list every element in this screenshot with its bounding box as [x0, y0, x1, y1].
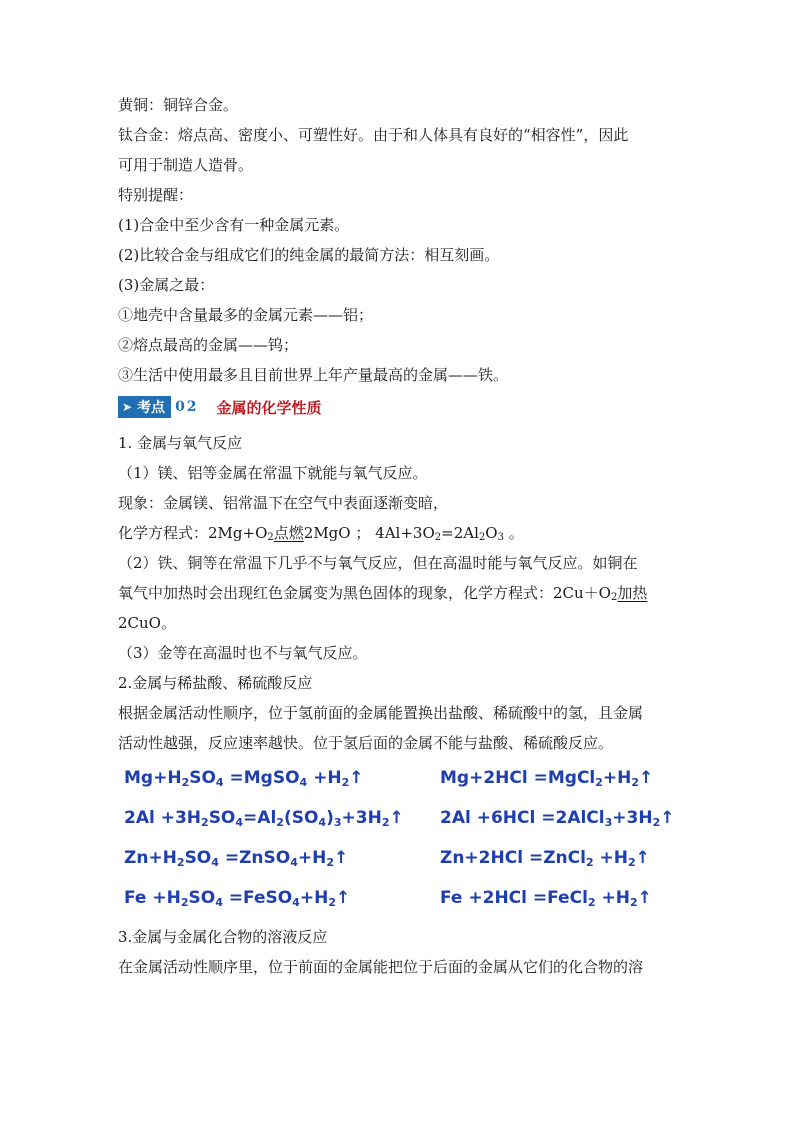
eq-part: Zn+H [124, 848, 177, 868]
reaction-row [118, 758, 680, 798]
eq-part: 2Mg+O [208, 524, 268, 542]
eq-sub: 2 [631, 776, 640, 789]
eq-part: (SO [283, 808, 319, 828]
text-line: 黄铜：铜锌合金。 [118, 96, 239, 114]
eq-part: 2Al +6HCl =2AlCl [440, 808, 605, 828]
eq-part: SO [208, 808, 236, 828]
eq-sub: 2 [326, 856, 335, 869]
text-line: (2)比较合金与组成它们的纯金属的最简方法：相互刻画。 [118, 246, 500, 264]
eq-part: ↑ [637, 888, 652, 908]
eq-part: 氧气中加热时会出现红色金属变为黑色固体的现象，化学方程式：2Cu＋O [118, 584, 611, 602]
eq-part: =Al [243, 808, 277, 828]
eq-part: +H [602, 768, 632, 788]
text-line: ③生活中使用最多且目前世界上年产量最高的金属——铁。 [118, 366, 509, 384]
text-line [118, 578, 680, 608]
eq-sub: 4 [215, 896, 223, 909]
eq-sub: 2 [595, 776, 603, 789]
eq-sub: 2 [434, 532, 442, 543]
eq-part: =MgSO [223, 768, 300, 788]
eq-sub: 2 [181, 776, 190, 789]
eq-sub: 4 [235, 816, 244, 829]
arrow-icon: ➤ [122, 400, 133, 414]
section-heading: 2.金属与稀盐酸、稀硫酸反应 [118, 674, 313, 692]
eq-sub: 2 [585, 856, 594, 869]
eq-sub: 2 [276, 816, 284, 829]
sulfuric-acid-equation [124, 878, 350, 918]
equation-prefix: 化学方程式： [118, 524, 209, 542]
kaodian-number: 02 [175, 399, 199, 415]
eq-sub: 4 [290, 856, 298, 869]
text-line: （1）镁、铝等金属在常温下就能与氧气反应。 [118, 464, 428, 482]
eq-part: +3H [612, 808, 653, 828]
eq-part: +H [593, 848, 628, 868]
eq-part: ↑ [660, 808, 675, 828]
eq-part: +H [299, 888, 329, 908]
text-line: （2）铁、铜等在常温下几乎不与氧气反应，但在高温时能与氧气反应。如铜在 [118, 554, 638, 572]
eq-sub: 2 [652, 816, 661, 829]
hydrochloric-acid-equation [440, 838, 650, 878]
hydrochloric-acid-equation [440, 878, 652, 918]
eq-sub: 2 [180, 896, 189, 909]
text-line: 可用于制造人造骨。 [118, 156, 254, 174]
eq-part: ↑ [389, 808, 404, 828]
eq-sub: 4 [211, 856, 219, 869]
eq-part: Zn+2HCl =ZnCl [440, 848, 586, 868]
eq-part: +H [307, 768, 342, 788]
text-line: 特别提醒： [118, 186, 194, 204]
kaodian-label: 考点 [137, 400, 166, 416]
eq-sub: 2 [381, 816, 390, 829]
eq-part: +H [297, 848, 327, 868]
eq-part: SO [189, 768, 216, 788]
eq-part: SO [188, 888, 216, 908]
eq-sub: 4 [318, 816, 327, 829]
eq-part: =2Al [441, 524, 479, 542]
text-line: 2CuO。 [118, 614, 176, 632]
eq-sub: 2 [341, 776, 350, 789]
eq-part: 4Al+3O [375, 524, 435, 542]
eq-sub: 2 [478, 532, 486, 543]
eq-part: Mg+H [124, 768, 182, 788]
text-line: 活动性越强，反应速率越快。位于氢后面的金属不能与盐酸、稀硫酸反应。 [118, 734, 614, 752]
reaction-row [118, 878, 680, 918]
eq-part: =ZnSO [218, 848, 291, 868]
text-line: ①地壳中含量最多的金属元素——铝； [118, 306, 374, 324]
section-title: 金属的化学性质 [216, 398, 322, 417]
sulfuric-acid-equation [124, 798, 404, 838]
eq-sub: 4 [292, 896, 300, 909]
document-page [118, 90, 680, 982]
eq-part: 2Al +3H [124, 808, 202, 828]
eq-part: Mg+2HCl =MgCl [440, 768, 596, 788]
eq-part: 2MgO [303, 524, 351, 542]
eq-part: O [485, 524, 498, 542]
eq-sub: 2 [176, 856, 185, 869]
eq-sub: 3 [333, 816, 342, 829]
reaction-row [118, 798, 680, 838]
eq-part: +3H [341, 808, 382, 828]
text-line: (1)合金中至少含有一种金属元素。 [118, 216, 350, 234]
eq-sub: 2 [328, 896, 336, 909]
text-line: （3）金等在高温时也不与氧气反应。 [118, 644, 368, 662]
eq-condition: 加热 [617, 584, 648, 602]
eq-part: ↑ [334, 848, 349, 868]
reaction-row [118, 838, 680, 878]
text-line: 钛合金：熔点高、密度小、可塑性好。由于和人体具有良好的“相容性”，因此 [118, 126, 629, 144]
eq-part: ↑ [349, 768, 364, 788]
eq-part: ) [326, 808, 334, 828]
eq-sub: 4 [299, 776, 308, 789]
text-line: ②熔点最高的金属——钨； [118, 336, 299, 354]
text-line: 现象：金属镁、铝常温下在空气中表面逐渐变暗， [118, 494, 449, 512]
reaction-table [118, 758, 680, 918]
eq-condition: 点燃 [273, 524, 304, 542]
section-heading: 3.金属与金属化合物的溶液反应 [118, 928, 328, 946]
eq-sub: 2 [629, 896, 638, 909]
eq-part: Fe +H [124, 888, 181, 908]
eq-part: ↑ [639, 768, 654, 788]
eq-sub: 2 [627, 856, 636, 869]
text-line: (3)金属之最： [118, 276, 215, 294]
eq-sub: 2 [610, 592, 618, 603]
sulfuric-acid-equation [124, 838, 348, 878]
eq-sub: 3 [604, 816, 613, 829]
kaodian-tag [118, 396, 171, 418]
eq-part: ↑ [635, 848, 650, 868]
eq-sub: 2 [267, 532, 274, 543]
eq-sub: 2 [201, 816, 209, 829]
hydrochloric-acid-equation [440, 758, 653, 798]
equation-line [118, 518, 680, 548]
eq-part: SO [184, 848, 212, 868]
eq-sub: 3 [497, 532, 504, 543]
intro-lines [118, 90, 680, 390]
eq-part: +H [595, 888, 630, 908]
text-line: 根据金属活动性顺序，位于氢前面的金属能置换出盐酸、稀硫酸中的氢，且金属 [118, 704, 644, 722]
section-heading: 1. 金属与氧气反应 [118, 434, 243, 452]
eq-part: Fe +2HCl =FeCl [440, 888, 588, 908]
eq-end: 。 [503, 524, 524, 542]
eq-part: =FeSO [222, 888, 293, 908]
eq-separator: ； [350, 524, 371, 542]
section-banner [118, 392, 680, 422]
eq-part: ↑ [335, 888, 351, 908]
text-line: 在金属活动性顺序里，位于前面的金属能把位于后面的金属从它们的化合物的溶 [118, 958, 644, 976]
hydrochloric-acid-equation [440, 798, 675, 838]
eq-sub: 2 [587, 896, 596, 909]
eq-sub: 4 [215, 776, 224, 789]
sulfuric-acid-equation [124, 758, 363, 798]
